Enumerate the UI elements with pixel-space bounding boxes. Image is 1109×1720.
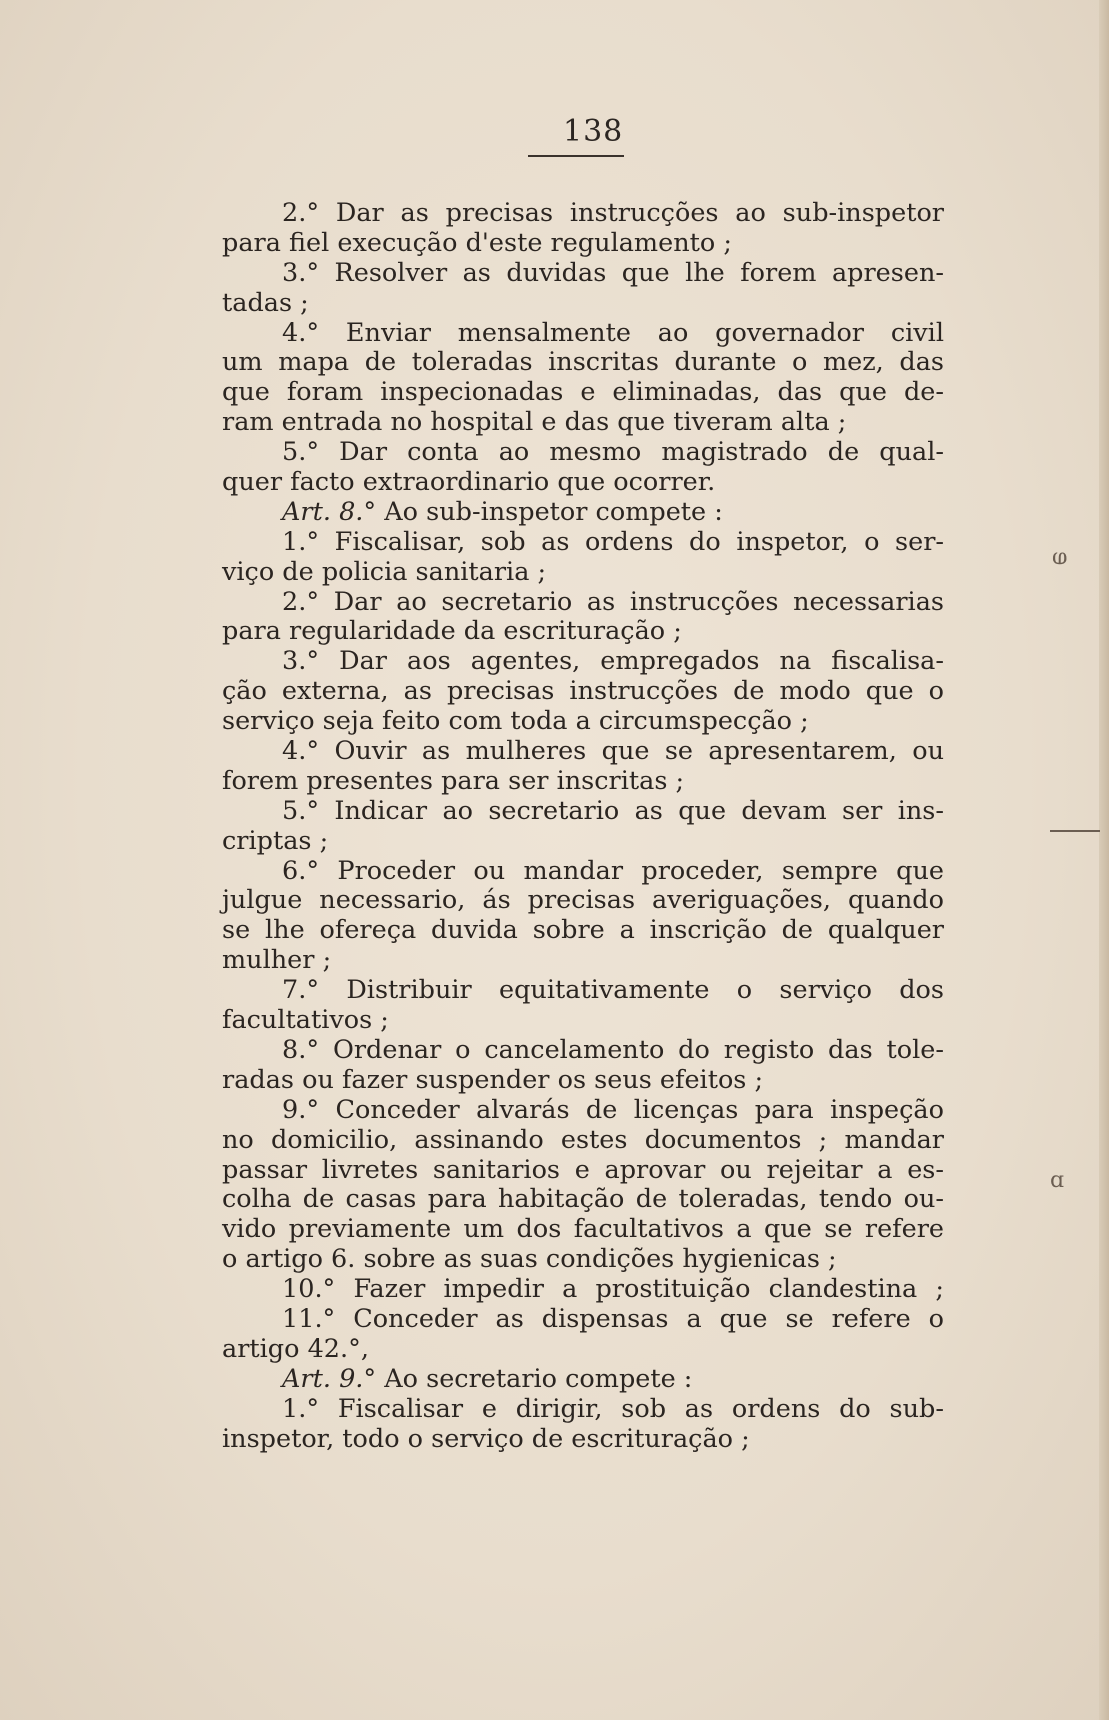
margin-mark: ɑ <box>1050 1168 1065 1193</box>
text-line: criptas ; <box>222 825 329 856</box>
text-line: Art. 8.° Ao sub-inspetor compete : <box>282 496 723 527</box>
margin-mark <box>1050 830 1100 832</box>
text-line: 4.° Ouvir as mulheres que se apresentarem, ou <box>282 736 944 767</box>
text-line: 1.° Fiscalisar e dirigir, sob as ordens do sub- <box>282 1393 944 1424</box>
text-line: 5.° Indicar ao secretario as que devam ser ins- <box>282 795 944 826</box>
text-line: o artigo 6. sobre as suas condições hygienicas ; <box>222 1244 837 1275</box>
text-line: 2.° Dar as precisas instrucções ao sub-inspetor <box>282 198 944 228</box>
text-line: quer facto extraordinario que ocorrer. <box>222 467 716 498</box>
text-line: que foram inspecionadas e eliminadas, das que de- <box>222 377 944 408</box>
text-line: viço de policia sanitaria ; <box>222 556 547 587</box>
text-line: passar livretes sanitarios e aprovar ou rejeitar a es- <box>222 1154 944 1185</box>
text-line: 7.° Distribuir equitativamente o serviço dos <box>282 975 944 1006</box>
text-line: 1.° Fiscalisar, sob as ordens do inspetor, o ser- <box>282 526 944 557</box>
margin-mark: ⱷ <box>1052 545 1068 570</box>
text-line: no domicilio, assinando estes documentos ; mandar <box>222 1124 944 1155</box>
text-line: ram entrada no hospital e das que tiveram alta ; <box>222 407 847 438</box>
text-line: 10.° Fazer impedir a prostituição clandestina ; <box>282 1274 944 1305</box>
text-line: serviço seja feito com toda a circumspecção ; <box>222 706 809 737</box>
text-line: 4.° Enviar mensalmente ao governador civil <box>282 317 944 348</box>
text-line: tadas ; <box>222 287 309 318</box>
page-number-rule <box>528 155 624 157</box>
text-line: 6.° Proceder ou mandar proceder, sempre que <box>282 855 944 886</box>
page-edge <box>1099 0 1109 1720</box>
text-line: 3.° Resolver as duvidas que lhe forem apresen- <box>282 257 944 288</box>
text-line: colha de casas para habitação de toleradas, tendo ou- <box>222 1184 944 1215</box>
page-number: 138 <box>563 114 624 149</box>
text-line: radas ou fazer suspender os seus efeitos ; <box>222 1064 764 1095</box>
text-line: 5.° Dar conta ao mesmo magistrado de qual- <box>282 437 944 468</box>
text-line: 8.° Ordenar o cancelamento do registo das tole- <box>282 1034 944 1065</box>
text-line: forem presentes para ser inscritas ; <box>222 765 685 796</box>
text-line: um mapa de toleradas inscritas durante o mez, das <box>222 347 944 378</box>
text-line: ção externa, as precisas instrucções de modo que o <box>222 676 944 707</box>
text-line: facultativos ; <box>222 1005 389 1036</box>
text-line: mulher ; <box>222 945 332 976</box>
text-line: 11.° Conceder as dispensas a que se refere o <box>282 1303 944 1334</box>
text-line: 9.° Conceder alvarás de licenças para inspeção <box>282 1094 944 1125</box>
text-line: 2.° Dar ao secretario as instrucções necessarias <box>282 586 944 617</box>
text-line: para regularidade da escrituração ; <box>222 616 682 647</box>
text-line: artigo 42.°, <box>222 1333 369 1364</box>
text-line: para fiel execução d'este regulamento ; <box>222 227 732 258</box>
text-line: julgue necessario, ás precisas averiguações, quando <box>222 885 944 916</box>
text-line: Art. 9.° Ao secretario compete : <box>282 1363 693 1394</box>
text-line: se lhe ofereça duvida sobre a inscrição de qualquer <box>222 915 944 946</box>
text-line: 3.° Dar aos agentes, empregados na fiscalisa- <box>282 646 944 677</box>
text-line: inspetor, todo o serviço de escrituração ; <box>222 1423 750 1454</box>
body-text <box>222 199 944 1454</box>
text-line: vido previamente um dos facultativos a que se refere <box>222 1214 944 1245</box>
